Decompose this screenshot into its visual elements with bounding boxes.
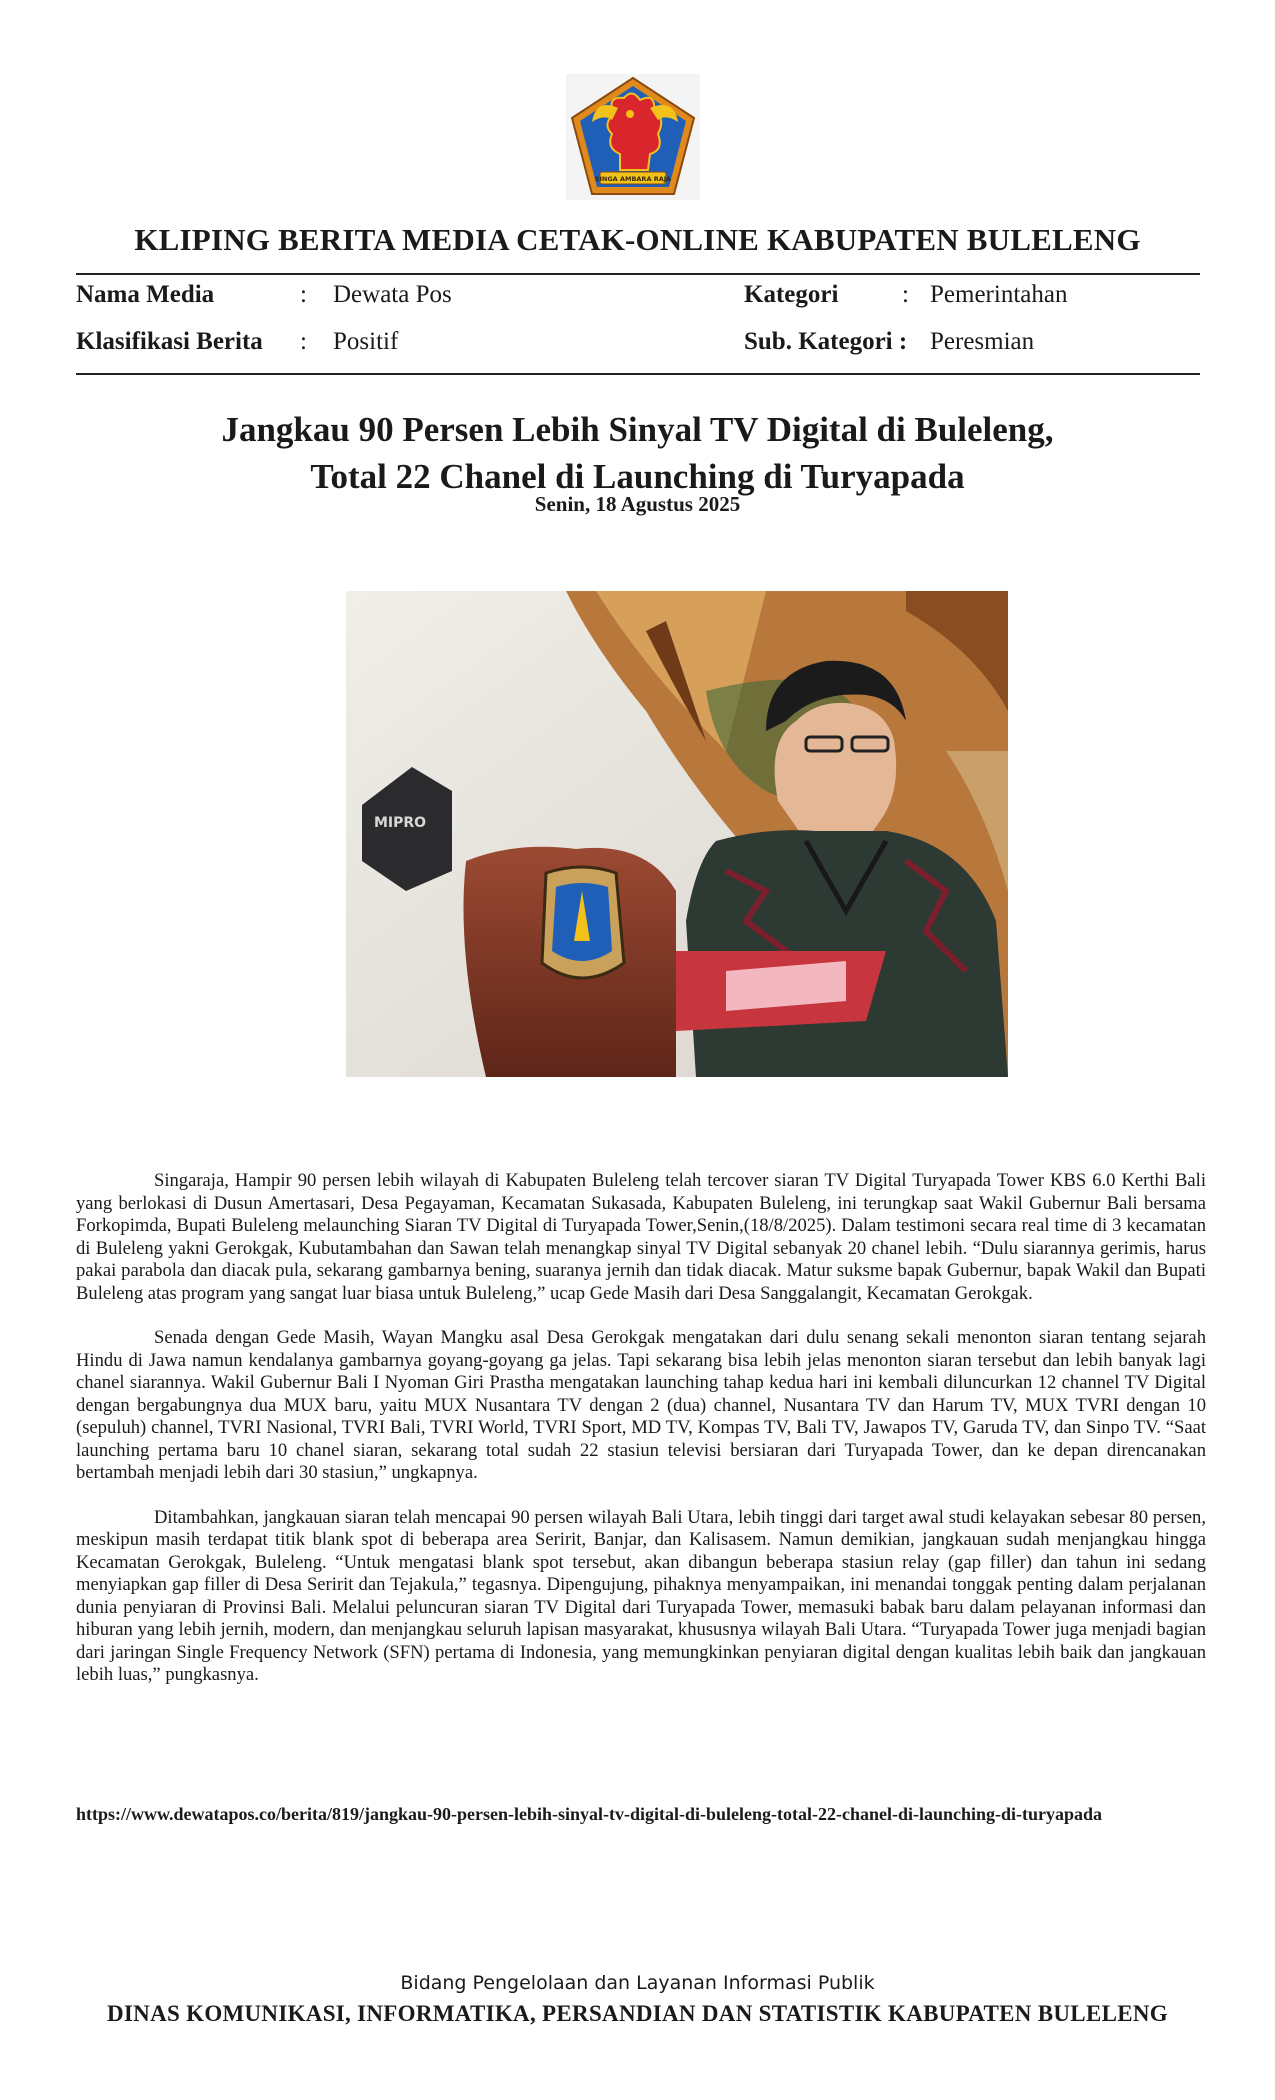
article-body	[76, 1170, 1206, 1709]
article-paragraph-3: Ditambahkan, jangkauan siaran telah mencapai 90 persen wilayah Bali Utara, lebih tinggi dari target awal studi kelayakan sebesar 80 persen, meskipun masih terdapat titik blank spot di beberapa area Seririt, Banjar, dan Kalisasem. Namun demikian, jangkauan sudah menjangkau hingga Kecamatan Gerokgak, Buleleng. “Untuk mengatasi blank spot tersebut, akan dibangun beberapa stasiun relay (gap filler) dan tahun ini sedang menyiapkan gap filler di Desa Seririt dan Tejakula,” tegasnya. Dipengujung, pihaknya menyampaikan, ini menandai tonggak penting dalam perjalanan dunia penyiaran di Provinsi Bali. Melalui peluncuran siaran TV Digital dari Turyapada Tower, memasuki babak baru dalam pelayanan informasi dan hiburan yang lebih jernih, modern, dan menjangkau seluruh lapisan masyarakat, khususnya wilayah Bali Utara. “Turyapada Tower juga menjadi bagian dari jaringan Single Frequency Network (SFN) pertama di Indonesia, yang memungkinkan penyiaran digital dengan kualitas lebih baik dan jangkauan lebih luas,” pungkasnya.	[76, 1506, 1206, 1685]
headline-line-1: Jangkau 90 Persen Lebih Sinyal TV Digital di Buleleng,	[221, 410, 1054, 449]
header-divider-top	[76, 273, 1200, 275]
header-divider-bottom	[76, 373, 1200, 375]
media-label: Nama Media	[76, 281, 215, 308]
sub-kategori-label: Sub. Kategori :	[744, 328, 908, 355]
singa-ambara-raja-emblem-icon	[566, 74, 700, 200]
klasifikasi-colon: :	[300, 328, 307, 355]
emblem-motto: SINGA AMBARA RAJA	[594, 175, 672, 183]
article-paragraph-2: Senada dengan Gede Masih, Wayan Mangku asal Desa Gerokgak mengatakan dari dulu senang sekali menonton siaran tentang sejarah Hindu di Jawa namun kendalanya gambarnya goyang-goyang ga jelas. Tapi sekarang bisa lebih jelas menonton siaran tersebut dan lebih banyak lagi chanel siarannya. Wakil Gubernur Bali I Nyoman Giri Prastha mengatakan launching tahap kedua hari ini kembali diluncurkan 12 channel TV Digital dengan bergabungnya dua MUX baru, yaitu MUX Nusantara TV dengan 2 (dua) channel, Nusantara TV dan Harum TV, MUX TVRI dengan 10 (sepuluh) channel, TVRI Nasional, TVRI Bali, TVRI World, TVRI Sport, MD TV, Kompas TV, Bali TV, Jawapos TV, Garuda TV, dan Sinpo TV. “Saat launching pertama baru 10 chanel siaran, sekarang total sudah 22 stasiun televisi bersiaran dari Turyapada Tower, dan ke depan direncanakan bertambah menjadi lebih dari 30 stasiun,” ungkapnya.	[76, 1327, 1206, 1483]
article-paragraph-1: Singaraja, Hampir 90 persen lebih wilayah di Kabupaten Buleleng telah tercover siaran TV Digital Turyapada Tower KBS 6.0 Kerthi Bali yang berlokasi di Dusun Amertasari, Desa Pegayaman, Kecamatan Sukasada, Kabupaten Buleleng, ini terungkap saat Wakil Gubernur Bali bersama Forkopimda, Bupati Buleleng melaunching Siaran TV Digital di Turyapada Tower,Senin,(18/8/2025). Dalam testimoni secara real time di 3 kecamatan di Buleleng yakni Gerokgak, Kubutambahan dan Sawan telah menangkap sinyal TV Digital sebanyak 20 chanel lebih. “Dulu siarannya gerimis, harus pakai parabola dan diacak pula, sekarang gambarnya bening, suaranya jernih dan tidak diacak. Matur suksme bapak Gubernur, bapak Wakil dan Bupati Buleleng atas program yang sangat luar biasa untuk Buleleng,” ucap Gede Masih dari Desa Sanggalangit, Kecamatan Gerokgak.	[76, 1170, 1206, 1304]
klasifikasi-value: Positif	[333, 328, 399, 355]
media-value: Dewata Pos	[333, 281, 452, 308]
headline-line-2: Total 22 Chanel di Launching di Turyapada	[310, 457, 965, 496]
kategori-colon: :	[902, 281, 909, 308]
footer-department: Bidang Pengelolaan dan Layanan Informasi Publik	[400, 1972, 875, 1994]
document-title: KLIPING BERITA MEDIA CETAK-ONLINE KABUPATEN BULELENG	[134, 222, 1141, 257]
mic-brand-label: MIPRO	[374, 815, 427, 831]
kategori-value: Pemerintahan	[930, 281, 1068, 308]
media-colon: :	[300, 281, 307, 308]
article-headline	[0, 406, 1275, 500]
sub-kategori-value: Peresmian	[930, 328, 1035, 355]
kategori-label: Kategori	[744, 281, 839, 308]
footer-agency: DINAS KOMUNIKASI, INFORMATIKA, PERSANDIAN DAN STATISTIK KABUPATEN BULELENG	[107, 2001, 1168, 2026]
article-date: Senin, 18 Agustus 2025	[534, 492, 741, 516]
article-photo	[346, 591, 1008, 1077]
source-link[interactable]: https://www.dewatapos.co/berita/819/jangkau-90-persen-lebih-sinyal-tv-digital-di-buleleng-total-22-chanel-di-launching-di-turyapada	[76, 1804, 1103, 1824]
klasifikasi-label: Klasifikasi Berita	[76, 328, 263, 355]
